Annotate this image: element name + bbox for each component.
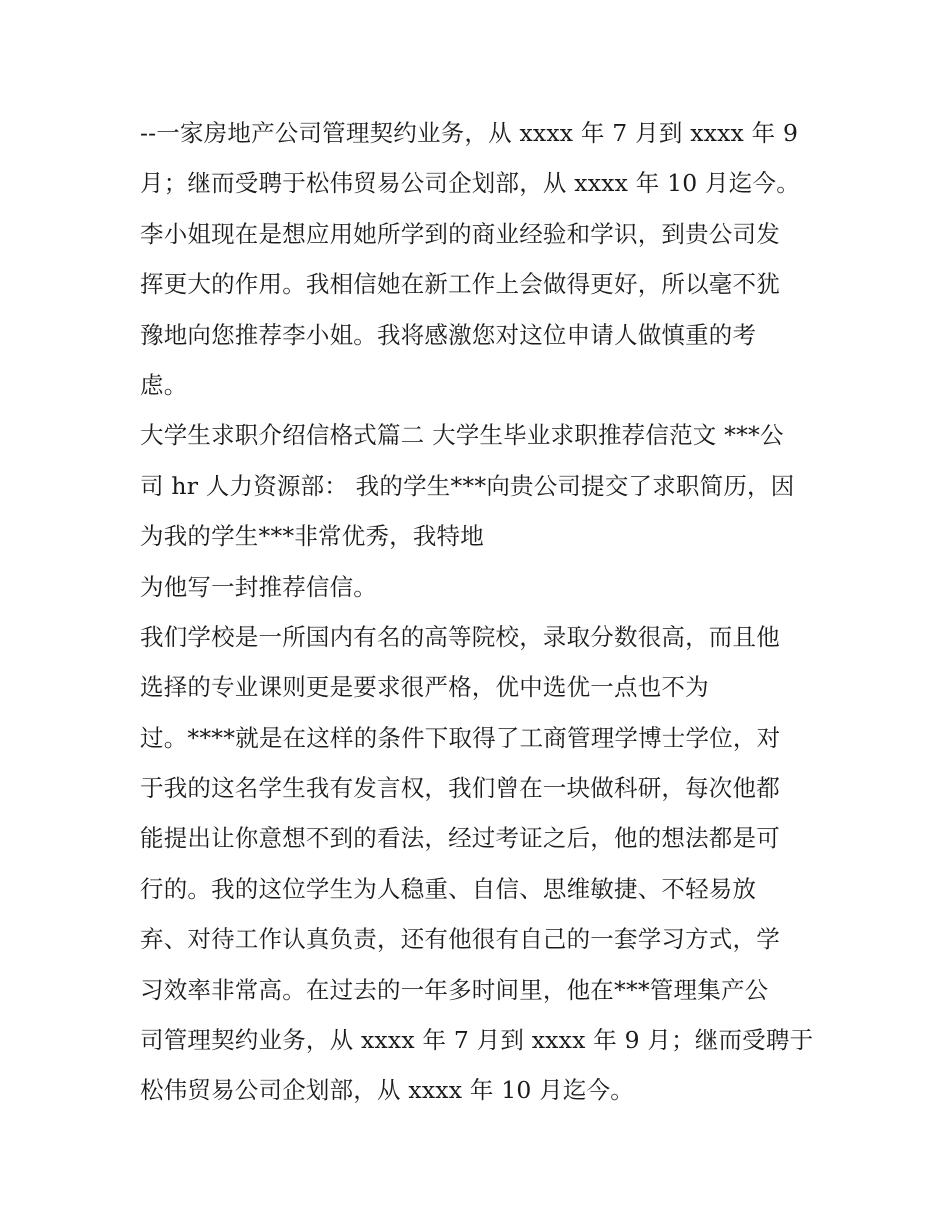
text-line: 李小姐现在是想应用她所学到的商业经验和学识，到贵公司发: [140, 219, 780, 248]
text-line: --一家房地产公司管理契约业务，从 xxxx 年 7 月到 xxxx 年 9: [140, 119, 799, 147]
text-line: 行的。我的这位学生为人稳重、自信、思维敏捷、不轻易放: [140, 874, 757, 903]
text-line: 松伟贸易公司企划部，从 xxxx 年 10 月迄今。: [140, 1076, 634, 1105]
text-line: 习效率非常高。在过去的一年多时间里，他在***管理集产公: [140, 975, 769, 1004]
text-line: 司管理契约业务，从 xxxx 年 7 月到 xxxx 年 9 月；继而受聘于: [140, 1026, 814, 1055]
text-line: 能提出让你意想不到的看法，经过考证之后，他的想法都是可: [140, 824, 780, 853]
section-heading-line: 大学生求职介绍信格式篇二 大学生毕业求职推荐信范文 ***公: [140, 421, 784, 450]
text-line: 过。****就是在这样的条件下取得了工商管理学博士学位，对: [140, 723, 781, 752]
text-line: 虑。: [140, 370, 188, 399]
text-line: 于我的这名学生我有发言权，我们曾在一块做科研，每次他都: [140, 774, 780, 803]
text-line: 司 hr 人力资源部： 我的学生***向贵公司提交了求职简历，因: [140, 471, 795, 500]
text-line: 选择的专业课则更是要求很严格，优中选优一点也不为: [140, 673, 709, 702]
text-line: 月；继而受聘于松伟贸易公司企划部，从 xxxx 年 10 月迄今。: [140, 169, 800, 198]
text-line: 为我的学生***非常优秀，我特地: [140, 522, 484, 551]
text-line: 弃、对待工作认真负责，还有他很有自己的一套学习方式，学: [140, 925, 780, 954]
text-line: 为他写一封推荐信信。: [140, 572, 377, 601]
document-body: [140, 108, 820, 1116]
text-line: 豫地向您推荐李小姐。我将感激您对这位申请人做慎重的考: [140, 320, 757, 349]
text-line: 我们学校是一所国内有名的高等院校，录取分数很高，而且他: [140, 622, 780, 651]
text-line: 挥更大的作用。我相信她在新工作上会做得更好，所以毫不犹: [140, 270, 780, 299]
